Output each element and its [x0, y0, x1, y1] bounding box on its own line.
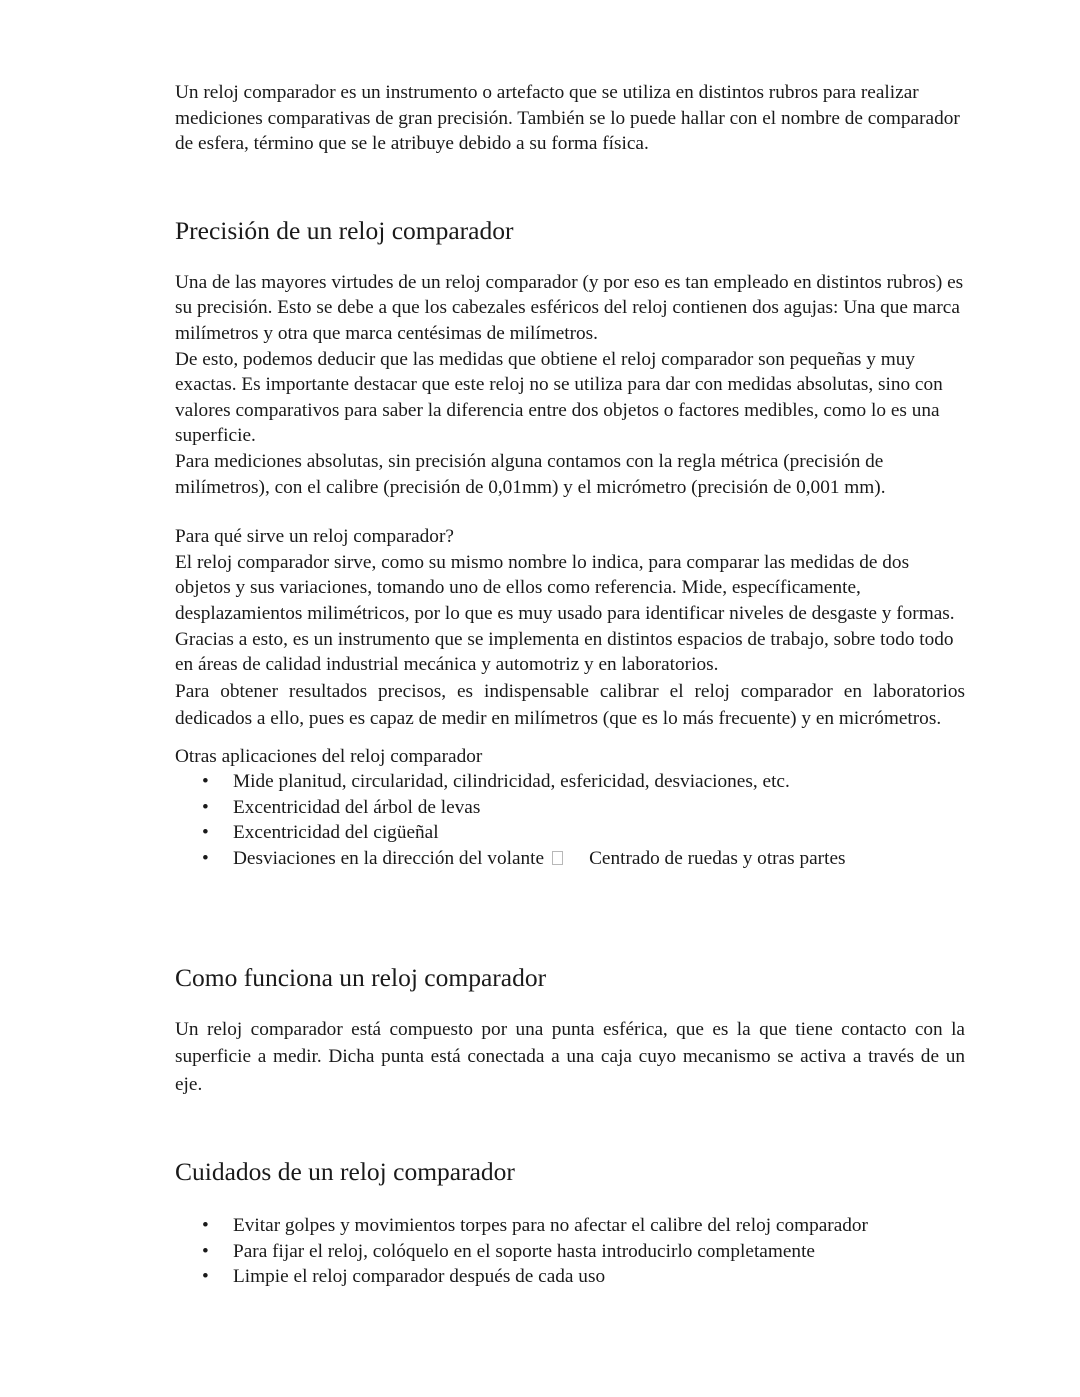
list-item [175, 820, 965, 846]
missing-glyph-icon [552, 851, 563, 865]
section-care-heading: Cuidados de un reloj comparador [175, 1157, 515, 1187]
list-item-text: Excentricidad del cigüeñal [233, 822, 439, 844]
function-paragraph: Un reloj comparador está compuesto por una punta esférica, que es la que tiene contacto con la superficie a medir. Dicha punta está conectada a una caja cuyo mecanismo se activa a través de un eje. [175, 1018, 965, 1095]
care-list [175, 1213, 965, 1290]
list-item [175, 1239, 965, 1265]
list-item-text: Limpie el reloj comparador después de cada uso [233, 1266, 606, 1288]
intro-paragraph: Un reloj comparador es un instrumento o artefacto que se utiliza en distintos rubros para realizar mediciones comparativas de gran precisión. También se lo puede hallar con el nombre de comparador de esfera, término que se le atribuye debido a su forma física. [175, 82, 960, 155]
uses-paragraph: El reloj comparador sirve, como su mismo nombre lo indica, para comparar las medidas de dos objetos y sus variaciones, tomando uno de ellos como referencia. Mide, específicamente, desplazamientos milimétricos, por lo que es muy usado para identificar niveles de desgaste y formas. Gracias a esto, es un instrumento que se implementa en distintos espacios de trabajo, sobre todo todo en áreas de calidad industrial mecánica y automotriz y en laboratorios. [175, 551, 955, 676]
bullet-icon: • [202, 1266, 209, 1288]
list-item [175, 1213, 965, 1239]
applications-list [175, 769, 965, 871]
list-item-text: Evitar golpes y movimientos torpes para no afectar el calibre del reloj comparador [233, 1215, 868, 1237]
list-item [175, 1264, 965, 1290]
applications-title: Otras aplicaciones del reloj comparador [175, 745, 483, 767]
list-item-text: Excentricidad del árbol de levas [233, 796, 481, 818]
section-function-heading: Como funciona un reloj comparador [175, 962, 547, 992]
bullet-icon: • [202, 796, 209, 818]
list-item-text: Desviaciones en la dirección del volante [233, 848, 545, 870]
list-item [175, 769, 965, 795]
bullet-icon: • [202, 771, 209, 793]
section-precision-heading: Precisión de un reloj comparador [175, 215, 514, 245]
list-item [175, 846, 965, 872]
precision-paragraph-1: Una de las mayores virtudes de un reloj comparador (y por eso es tan empleado en distintos rubros) es su precisión. Esto se debe a que los cabezales esféricos del reloj contienen dos agujas: Una que marca milímetros y otra que marca centésimas de milímetros. [175, 271, 964, 344]
document-page [175, 80, 965, 1290]
bullet-icon: • [202, 822, 209, 844]
list-item-text: Centrado de ruedas y otras partes [589, 848, 846, 870]
precision-paragraph-3: Para mediciones absolutas, sin precisión alguna contamos con la regla métrica (precisión de milímetros), con el calibre (precisión de 0,01mm) y el micrómetro (precisión de 0,001 mm). [175, 450, 886, 498]
precision-paragraph-2: De esto, podemos deducir que las medidas que obtiene el reloj comparador son pequeñas y muy exactas. Es importante destacar que este reloj no se utiliza para dar con medidas absolutas, sino con valores comparativos para saber la diferencia entre dos objetos o factores medibles, como lo es una superficie. [175, 348, 943, 447]
list-item [175, 795, 965, 821]
list-item-text: Mide planitud, circularidad, cilindricidad, esfericidad, desviaciones, etc. [233, 771, 790, 793]
bullet-icon: • [202, 1215, 209, 1237]
list-item-text: Para fijar el reloj, colóquelo en el soporte hasta introducirlo completamente [233, 1240, 815, 1262]
calibration-paragraph: Para obtener resultados precisos, es indispensable calibrar el reloj comparador en laboratorios dedicados a ello, pues es capaz de medir en milímetros (que es lo más frecuente) y en micrómetros. [175, 680, 965, 730]
uses-question: Para qué sirve un reloj comparador? [175, 526, 454, 548]
bullet-icon: • [202, 1240, 209, 1262]
bullet-icon: • [202, 848, 209, 870]
